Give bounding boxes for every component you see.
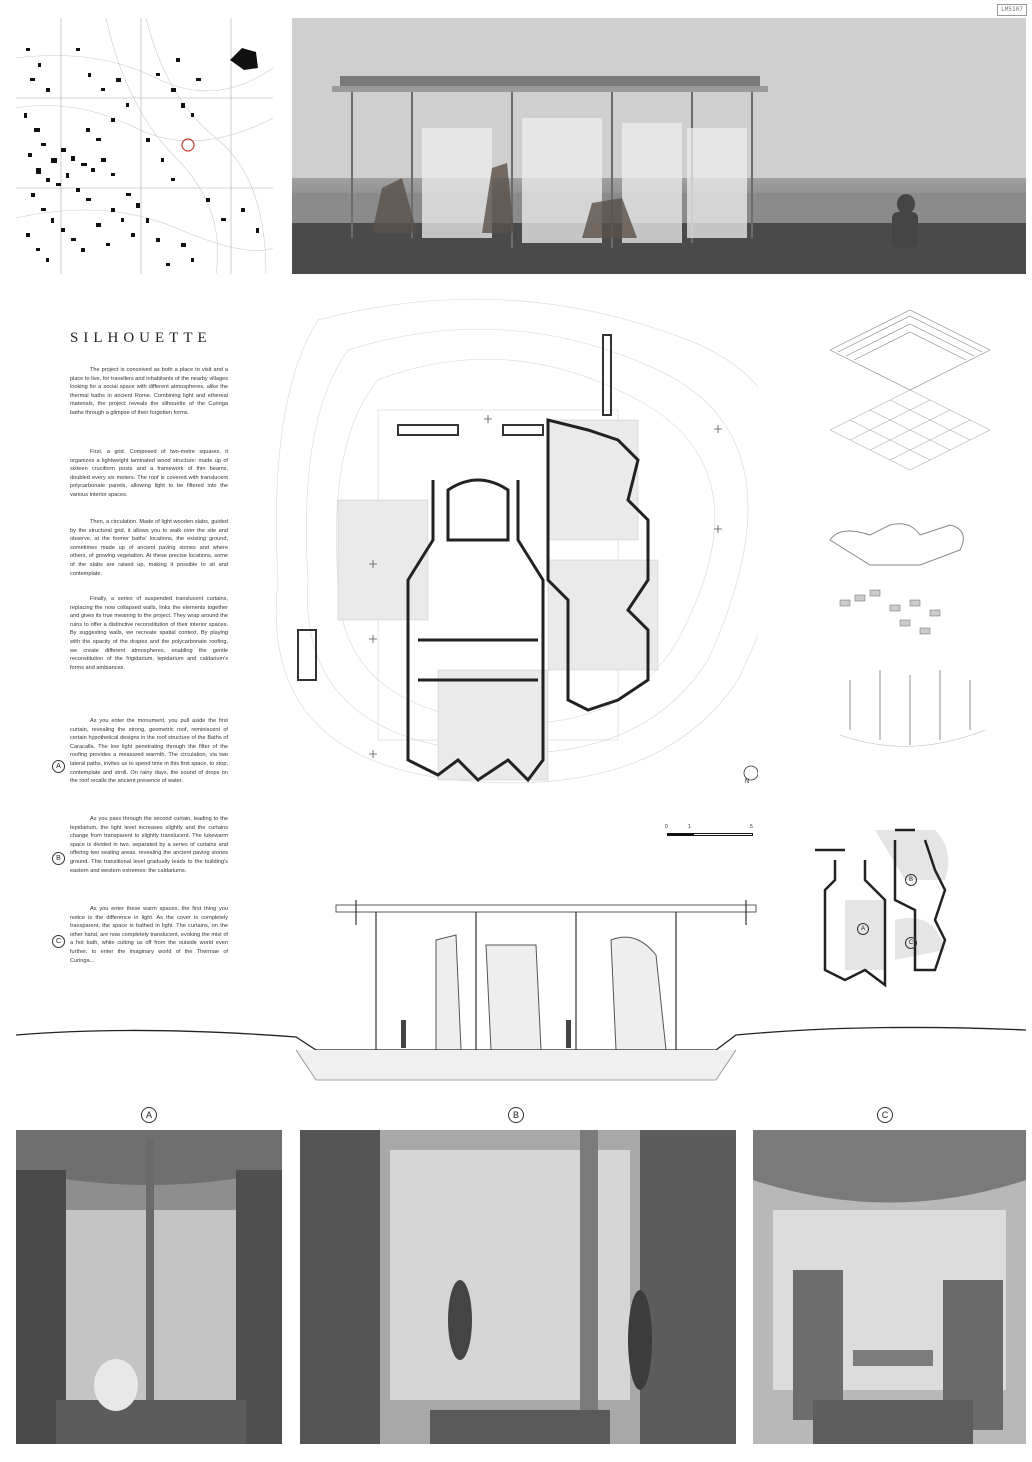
north-label: N xyxy=(745,779,750,785)
scale-1: 1 xyxy=(688,824,691,830)
site-plan xyxy=(258,280,758,820)
intro-paragraph: The project is conceived as both a place to visit and a place to live, for travellers and inhabitants of the nearby villages looking for a social space with different atmospheres, alike the thermal baths in ancient Rome. Combining light and ethereal materials, the project reveals the silhouette of the Curinga baths through a glimpse of their forgotten forms. xyxy=(70,367,228,416)
site-map xyxy=(16,18,273,274)
circulation-paragraph: Then, a circulation. Made of light wooden slabs, guided by the structural grid, it allows you to walk over the site and observe, at the former baths' locations, the existing ground, sometimes made up of ancient paving stones and where others, of growing vegetation. At these precise locations, some of the slabs are raised up, making it possible to sit and contemplate. xyxy=(70,519,228,577)
caldarium-paragraph: As you enter these warm spaces, the first thing you notice is the difference in light. As the cover is completely transparent, the space is bathed in light. The curtains, on the other hand, are now completely translucent, evoking the mist of a hot bath, while cutting us off from the outside world even further, to enter the imaginary world of the Thermae of Curinga... xyxy=(70,906,228,964)
frigidarium-paragraph: As you enter the monument, you pull aside the first curtain, revealing the strong, geometric roof, reminiscent of certain hypothetical designs in the roof structure of the Baths of Caracalla. The low light penetrating through the filter of the roofing provides a measured warmth. The circulation, via two lateral paths, invites us to spend time in this first space, to stop, contemplate and stroll. On rainy days, the sound of drops on the roof recalls the ancient presence of water. xyxy=(70,718,228,785)
project-title: SILHOUETTE xyxy=(70,330,212,346)
render-frigidarium xyxy=(16,1130,282,1444)
key-marker-c: C xyxy=(905,937,917,949)
curtains-paragraph: Finally, a series of suspended translucent curtains, replacing the now collapsed walls, links the elements together and gives its true meaning to the project. They wrap around the ruins to offer a distinctive reconstitution of their interior spaces. By suggesting walls, we recreate spatial context. By playing with the opacity of the drapes and the polycarbonate roofing, we create different atmospheres, enabling the gentle reconstitution of the frigidarium, tepidarium and caldarium's forms and ambiances. xyxy=(70,596,228,671)
landmark-shape xyxy=(230,48,258,70)
view-label-b: B xyxy=(508,1107,524,1123)
scale-0: 0 xyxy=(665,824,668,830)
view-label-a: A xyxy=(141,1107,157,1123)
building-section xyxy=(16,895,1026,1095)
panel-code: LM5107 xyxy=(997,4,1027,16)
exploded-axonometric xyxy=(810,290,1010,770)
marker-c: C xyxy=(52,935,65,948)
key-marker-a: A xyxy=(857,923,869,935)
view-label-c: C xyxy=(877,1107,893,1123)
marker-a: A xyxy=(52,760,65,773)
marker-b: B xyxy=(52,852,65,865)
scale-bar xyxy=(667,833,753,837)
scale-5: 5 xyxy=(750,824,753,830)
key-marker-b: B xyxy=(905,874,917,886)
hero-render xyxy=(292,18,1026,274)
grid-paragraph: First, a grid. Composed of two-metre squares, it organizes a lightweight laminated wood structure: made up of sixteen cruciform posts and a framework of thin beams, doubled every six meters. The roof is covered with translucent polycarbonate panels, allowing light to be filtered into the various interior spaces. xyxy=(70,449,228,498)
render-tepidarium xyxy=(300,1130,736,1444)
render-caldarium xyxy=(753,1130,1026,1444)
site-map-drawing xyxy=(16,18,273,274)
tepidarium-paragraph: As you pass through the second curtain, leading to the tepidarium, the light level increases slightly and the curtains change from transparent to slightly translucent. The lukewarm space is divided in two, separated by a series of curtains and offering two seating areas, revealing the ancient paving stones ground. This transitional level gradually leads to the building's eastern and western extremes: the caldariums. xyxy=(70,816,228,874)
north-arrow xyxy=(744,766,758,780)
